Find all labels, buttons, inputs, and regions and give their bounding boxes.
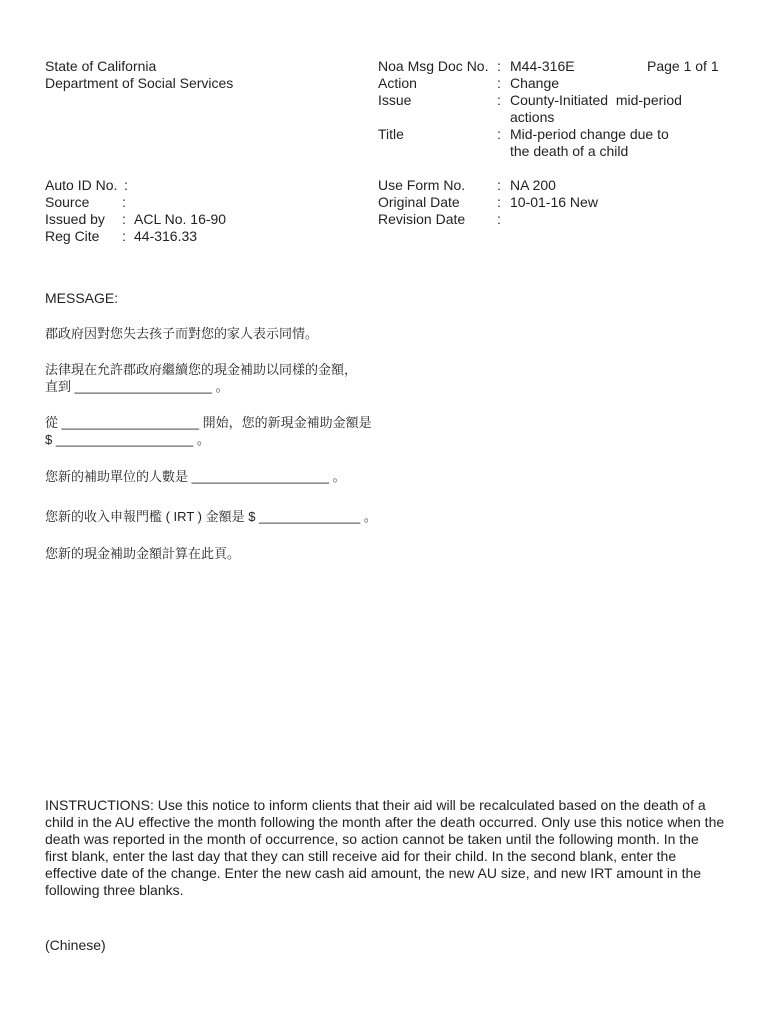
language-label: (Chinese) [45,937,106,953]
doc-no-label: Noa Msg Doc No. [378,58,489,74]
instructions-text: INSTRUCTIONS: Use this notice to inform clients that their aid will be recalculated based on the death of a child in the AU effective the month following the month after the death occurred. Only use this notice when the death was reported in the month of occurrence, so action cannot be taken until the following month. In the first blank, enter the last day that they can still receive aid for their child. In the second blank, enter the effective date of the change. Enter the new cash aid amount, the new AU size, and new IRT amount in the following three blanks. [45,797,725,898]
use-form-value: NA 200 [510,177,556,193]
title-label: Title [378,126,404,142]
issue-value: County-Initiated mid-period [510,92,682,108]
issue-label: Issue [378,92,412,108]
original-date-value: 10-01-16 New [510,194,598,210]
original-date-label: Original Date [378,194,460,210]
original-date-sep: : [497,194,501,210]
reg-cite-sep: : [122,228,126,244]
title-value-cont: the death of a child [510,143,629,159]
action-sep: : [497,75,501,91]
issue-sep: : [497,92,501,108]
department-name: Department of Social Services [45,75,234,91]
use-form-sep: : [497,177,501,193]
page-number: Page 1 of 1 [647,58,719,74]
issue-value-cont: actions [510,109,555,125]
message-aid-continue: 法律現在允許郡政府繼續您的現金補助以同樣的金額， [45,362,358,377]
message-au-size: 您新的補助單位的人數是 ___________________ 。 [45,469,346,484]
revision-date-label: Revision Date [378,211,466,227]
message-new-amount: $ ___________________ 。 [45,432,210,447]
issued-by-label: Issued by [45,211,105,227]
issued-by-sep: : [122,211,126,227]
message-aid-until: 直到 ___________________ 。 [45,379,229,394]
action-label: Action [378,75,417,91]
message-irt-amount: 您新的收入申報門檻 ( IRT ) 金額是 $ ______________ 。 [45,509,377,524]
reg-cite-label: Reg Cite [45,228,100,244]
message-new-amount-start: 從 ___________________ 開始，您的新現金補助金額是 [45,415,372,430]
title-sep: : [497,126,501,142]
title-value: Mid-period change due to [510,126,669,142]
doc-no-value: M44-316E [510,58,575,74]
auto-id-label: Auto ID No. [45,177,118,193]
action-value: Change [510,75,560,91]
reg-cite-value: 44-316.33 [134,228,198,244]
doc-no-sep: : [497,58,501,74]
message-sympathy: 郡政府因對您失去孩子而對您的家人表示同情。 [45,326,319,341]
use-form-label: Use Form No. [378,177,466,193]
revision-date-sep: : [497,211,501,227]
source-sep: : [122,194,126,210]
agency-name: State of California [45,58,157,74]
issued-by-value: ACL No. 16-90 [134,211,227,227]
auto-id-sep: : [124,177,128,193]
source-label: Source [45,194,90,210]
message-heading: MESSAGE: [45,290,119,306]
message-calculation-note: 您新的現金補助金額計算在此頁。 [45,546,241,561]
